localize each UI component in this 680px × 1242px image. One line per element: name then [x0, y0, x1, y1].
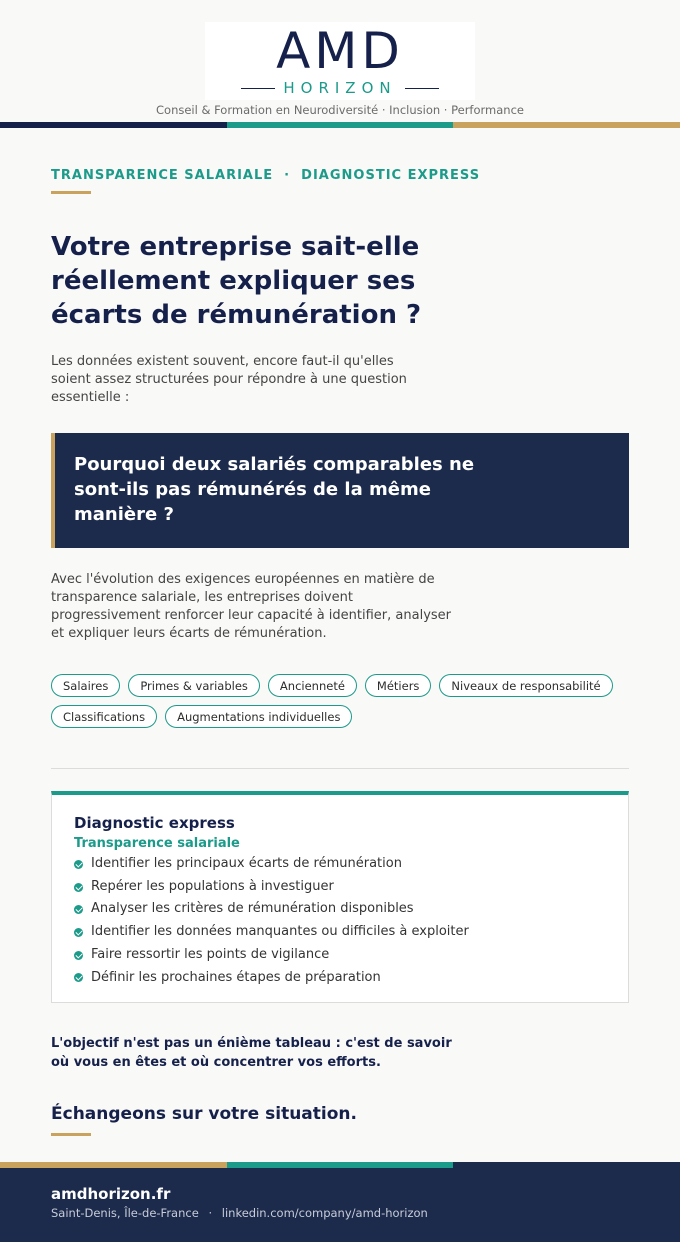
logo[interactable]: [205, 22, 475, 100]
list-item: [74, 921, 469, 944]
chip-augmentations: Augmentations individuelles: [165, 705, 352, 728]
card-subtitle: Transparence salariale: [74, 836, 240, 851]
check-icon: [74, 905, 83, 914]
footer-separator: ·: [208, 1206, 213, 1220]
context-text: Avec l'évolution des exigences européennes en matière de transparence salariale, les entreprises doivent progressivement renforcer leur capacité à identifier, analyser et expliquer leurs écarts de rémunération.: [51, 572, 452, 641]
logo-line-right: [405, 88, 439, 89]
diagnostic-card: [51, 791, 629, 1003]
list-item: [74, 944, 469, 967]
list-item: [74, 898, 469, 921]
chip-niveaux: Niveaux de responsabilité: [439, 674, 612, 697]
check-icon: [74, 860, 83, 869]
kicker: TRANSPARENCE SALARIALE · DIAGNOSTIC EXPRESS: [51, 168, 481, 183]
intro-text: Les données existent souvent, encore faut-il qu'elles soient assez structurées pour répondre à une question essentielle :: [51, 354, 407, 405]
list-item: [74, 967, 469, 990]
top-color-band: [0, 122, 680, 128]
cta-heading[interactable]: Échangeons sur votre situation.: [51, 1104, 357, 1124]
band-navy: [0, 122, 227, 128]
logo-subline: [205, 79, 475, 97]
list-item-text: Identifier les principaux écarts de rémunération: [91, 856, 402, 871]
list-item: [74, 876, 469, 899]
logo-wordmark: AMD: [276, 22, 404, 80]
chip-classifications: Classifications: [51, 705, 157, 728]
cta-underline: [51, 1133, 91, 1136]
band-teal: [227, 122, 454, 128]
key-question: Pourquoi deux salariés comparables ne sont-ils pas rémunérés de la même manière ?: [74, 454, 475, 525]
key-question-block: [51, 433, 629, 548]
list-item-text: Repérer les populations à investiguer: [91, 878, 334, 894]
chip-anciennete: Ancienneté: [268, 674, 357, 697]
chip-metiers: Métiers: [365, 674, 432, 697]
check-icon: [74, 883, 83, 892]
logo-horizon-text: HORIZON: [283, 79, 397, 97]
footer-meta: [51, 1206, 428, 1220]
footer-location: Saint-Denis, Île-de-France: [51, 1206, 199, 1220]
chip-primes: Primes & variables: [128, 674, 260, 697]
check-icon: [74, 951, 83, 960]
footer: [0, 1168, 680, 1242]
kicker-underline: [51, 191, 91, 194]
footer-linkedin-link[interactable]: linkedin.com/company/amd-horizon: [221, 1206, 428, 1220]
check-icon: [74, 973, 83, 982]
section-divider: [51, 768, 629, 769]
tagline: Conseil & Formation en Neurodiversité · Inclusion · Performance: [156, 103, 524, 117]
card-title: Diagnostic express: [74, 814, 235, 832]
list-item: [74, 853, 469, 876]
closing-statement: L'objectif n'est pas un énième tableau : c'est de savoir où vous en êtes et où concentrer vos efforts.: [51, 1036, 452, 1070]
list-item-text: Identifier les données manquantes ou difficiles à exploiter: [91, 924, 469, 940]
header: [0, 0, 680, 122]
list-item-text: Définir les prochaines étapes de préparation: [91, 969, 381, 985]
headline: Votre entreprise sait-elle réellement expliquer ses écarts de rémunération ?: [51, 232, 422, 330]
list-item-text: Analyser les critères de rémunération disponibles: [91, 901, 414, 917]
topic-chips: [51, 674, 629, 728]
list-item-text: Faire ressortir les points de vigilance: [91, 946, 330, 962]
band-gold: [453, 122, 680, 128]
chip-salaires: Salaires: [51, 674, 120, 697]
footer-website-link[interactable]: amdhorizon.fr: [51, 1185, 171, 1203]
check-icon: [74, 928, 83, 937]
logo-line-left: [241, 88, 275, 89]
checklist: [74, 853, 469, 989]
